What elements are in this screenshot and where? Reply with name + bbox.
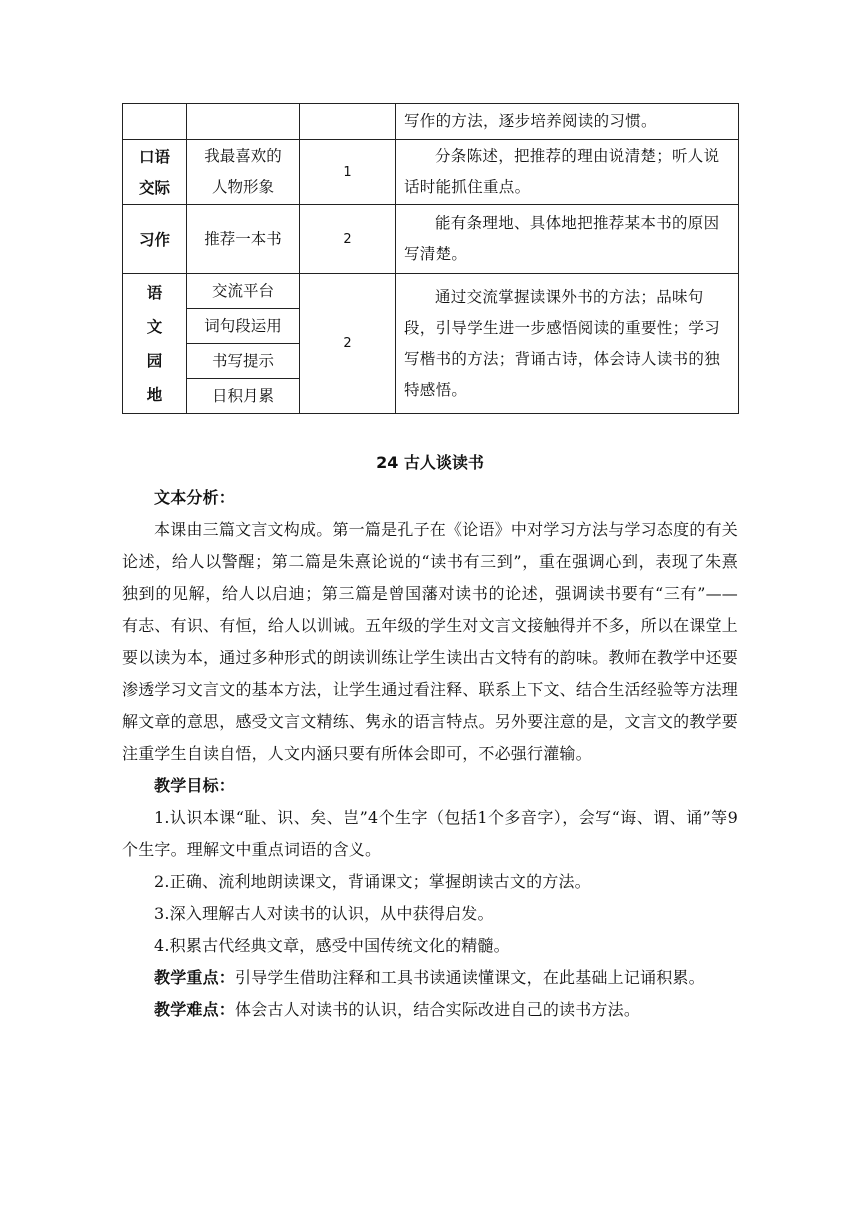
category-char: 地 — [146, 384, 163, 404]
unit-plan-table — [122, 103, 739, 414]
goal-cell: 能有条理地、具体地把推荐某本书的原因写清楚。 — [396, 205, 739, 274]
category-char: 语 — [146, 282, 163, 302]
goal-item: 1.认识本课“耻、识、矣、岂”4个生字（包括1个多音字），会写“诲、谓、诵”等9个生字。理解文中重点词语的含义。 — [122, 808, 738, 859]
table-row — [123, 140, 739, 205]
category-cell — [123, 274, 187, 414]
goal-item: 2.正确、流利地朗读课文，背诵课文；掌握朗读古文的方法。 — [154, 872, 591, 891]
category-char: 文 — [146, 316, 163, 336]
analysis-paragraph: 本课由三篇文言文构成。第一篇是孔子在《论语》中对学习方法与学习态度的有关论述，给人以警醒；第二篇是朱熹论说的“读书有三到”，重在强调心到，表现了朱熹独到的见解，给人以启迪；第三篇是曾国藩对读书的论述，强调读书要有“三有”——有志、有识、有恒，给人以训诫。五年级的学生对文言文接触得并不多，所以在课堂上要以读为本，通过多种形式的朗读训练让学生读出古文特有的韵味。教师在教学中还要渗透学习文言文的基本方法，让学生通过看注释、联系上下文、结合生活经验等方法理解文章的意思，感受文言文精练、隽永的语言特点。另外要注意的是，文言文的教学要注重学生自读自悟，人文内涵只要有所体会即可，不必强行灌输。 — [122, 520, 738, 763]
table-cell — [300, 104, 396, 140]
hours-cell: 1 — [300, 140, 396, 205]
topic-cell: 日积月累 — [187, 379, 300, 414]
category-line: 交际 — [138, 178, 170, 197]
topic-cell: 交流平台 — [187, 274, 300, 309]
table-cell — [123, 104, 187, 140]
difficulty-text: 体会古人对读书的认识，结合实际改进自己的读书方法。 — [235, 1000, 641, 1019]
goals-heading: 教学目标： — [154, 776, 236, 795]
topic-cell: 推荐一本书 — [187, 205, 300, 274]
topic-cell — [187, 140, 300, 205]
lesson-title: 24 古人谈读书 — [376, 453, 484, 472]
key-point-label: 教学重点： — [154, 968, 236, 987]
difficulty-label: 教学难点： — [154, 1000, 236, 1019]
goal-cell: 分条陈述，把推荐的理由说清楚；听人说话时能抓住重点。 — [396, 140, 739, 205]
category-cell — [123, 140, 187, 205]
key-point — [122, 962, 738, 994]
hours-cell: 2 — [300, 205, 396, 274]
goal-cell: 写作的方法，逐步培养阅读的习惯。 — [396, 104, 739, 140]
table-row — [123, 104, 739, 140]
table-row — [123, 274, 739, 309]
lesson-body — [122, 482, 738, 1026]
topic-cell: 词句段运用 — [187, 309, 300, 344]
table-cell — [187, 104, 300, 140]
category-line: 口语 — [138, 147, 170, 166]
key-point-text: 引导学生借助注释和工具书读通读懂课文，在此基础上记诵积累。 — [235, 968, 705, 987]
topic-line: 人物形象 — [211, 178, 274, 196]
category-char: 园 — [146, 350, 163, 370]
goal-cell: 通过交流掌握读课外书的方法；品味句段，引导学生进一步感悟阅读的重要性；学习写楷书的方法；背诵古诗，体会诗人读书的独特感悟。 — [396, 274, 739, 414]
topic-line: 我最喜欢的 — [204, 147, 282, 165]
topic-cell: 书写提示 — [187, 344, 300, 379]
hours-cell: 2 — [300, 274, 396, 414]
analysis-heading: 文本分析： — [154, 488, 236, 507]
goal-item: 3.深入理解古人对读书的认识，从中获得启发。 — [154, 904, 494, 923]
table-row — [123, 205, 739, 274]
category-cell: 习作 — [123, 205, 187, 274]
difficulty-point — [122, 994, 738, 1026]
goal-item: 4.积累古代经典文章，感受中国传统文化的精髓。 — [154, 936, 510, 955]
